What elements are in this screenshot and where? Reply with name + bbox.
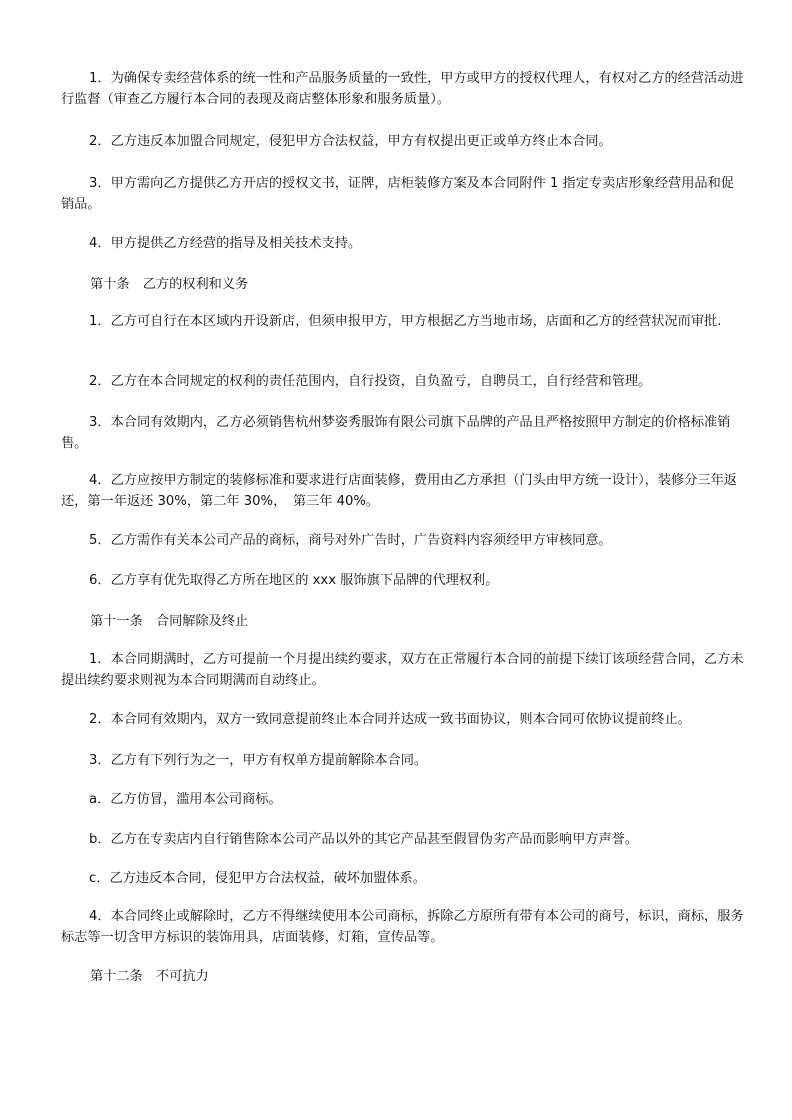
paragraph-11-1: 1．乙方可自行在本区域内开设新店，但须申报甲方，甲方根据乙方当地市场，店面和乙方的经营状况而审批. <box>89 314 722 329</box>
article-11-heading: 第十一条 合同解除及终止 <box>90 614 249 629</box>
paragraph-12-4: 4．本合同终止或解除时，乙方不得继续使用本公司商标，拆除乙方原所有带有本公司的商号，标识，商标，服务标志等一切含甲方标识的装饰用具，店面装修，灯箱，宣传品等。 <box>61 909 744 945</box>
paragraph-10-2: 2．乙方违反本加盟合同规定，侵犯甲方合法权益，甲方有权提出更正或单方终止本合同。 <box>89 134 612 149</box>
paragraph-10-1: 1．为确保专卖经营体系的统一性和产品服务质量的一致性，甲方或甲方的授权代理人，有权对乙方的经营活动进行监督（审查乙方履行本合同的表现及商店整体形象和服务质量）。 <box>61 71 744 107</box>
article-10-heading: 第十条 乙方的权利和义务 <box>90 277 249 292</box>
paragraph-11-5: 5．乙方需作有关本公司产品的商标，商号对外广告时，广告资料内容须经甲方审核同意。 <box>89 533 612 548</box>
paragraph-12-3b: b．乙方在专卖店内自行销售除本公司产品以外的其它产品甚至假冒伪劣产品而影响甲方声誉。 <box>89 832 639 847</box>
paragraph-12-3a: a．乙方仿冒，滥用本公司商标。 <box>89 792 282 807</box>
paragraph-11-2: 2．乙方在本合同规定的权利的责任范围内，自行投资，自负盈亏，自聘员工，自行经营和管理。 <box>89 374 652 389</box>
paragraph-10-3: 3．甲方需向乙方提供乙方开店的授权文书，证牌，店柜装修方案及本合同附件 1 指定专卖店形象经营用品和促销品。 <box>61 176 734 212</box>
paragraph-10-4: 4．甲方提供乙方经营的指导及相关技术支持。 <box>89 236 362 251</box>
paragraph-12-3c: c．乙方违反本合同，侵犯甲方合法权益，破坏加盟体系。 <box>89 871 426 886</box>
article-12-heading: 第十二条 不可抗力 <box>90 969 209 984</box>
paragraph-12-3: 3．乙方有下列行为之一，甲方有权单方提前解除本合同。 <box>89 753 428 768</box>
paragraph-11-4: 4．乙方应按甲方制定的装修标准和要求进行店面装修，费用由乙方承担（门头由甲方统一设计），装修分三年返还，第一年返还 30%，第二年 30%， 第三年 40%。 <box>61 473 737 509</box>
paragraph-11-3: 3．本合同有效期内，乙方必须销售杭州梦姿秀服饰有限公司旗下品牌的产品且严格按照甲方制定的价格标准销售。 <box>61 415 731 451</box>
paragraph-11-6: 6．乙方享有优先取得乙方所在地区的 xxx 服饰旗下品牌的代理权利。 <box>89 573 499 588</box>
paragraph-12-1: 1．本合同期满时，乙方可提前一个月提出续约要求，双方在正常履行本合同的前提下续订该项经营合同，乙方未提出续约要求则视为本合同期满而自动终止。 <box>61 652 744 688</box>
paragraph-12-2: 2．本合同有效期内，双方一致同意提前终止本合同并达成一致书面协议，则本合同可依协议提前终止。 <box>89 712 691 727</box>
